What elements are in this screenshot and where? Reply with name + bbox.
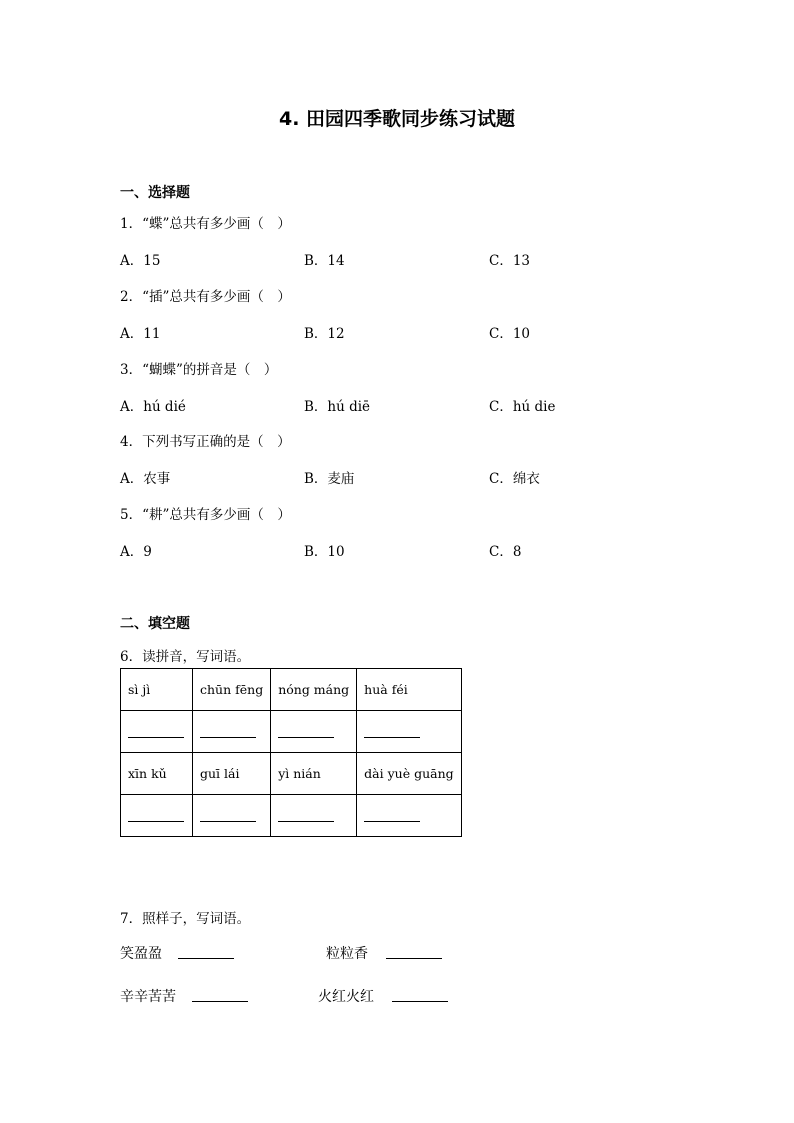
pinyin-cell: guī lái	[193, 753, 271, 795]
answer-cell[interactable]	[357, 795, 461, 837]
answer-cell[interactable]	[121, 711, 193, 753]
q3-option-b[interactable]: B．hú diē	[304, 399, 371, 415]
answer-blank[interactable]	[200, 723, 256, 738]
pinyin-cell: yì nián	[271, 753, 357, 795]
pinyin-cell: chūn fēng	[193, 669, 271, 711]
answer-blank[interactable]	[392, 1001, 448, 1002]
question-1: 1．“蝶”总共有多少画（ ）	[120, 216, 291, 232]
question-3: 3．“蝴蝶”的拼音是（ ）	[120, 362, 278, 378]
example-word-2: 粒粒香	[326, 946, 368, 962]
answer-blank[interactable]	[278, 807, 334, 822]
q1-option-a[interactable]: A．15	[120, 253, 161, 269]
answer-cell[interactable]	[271, 711, 357, 753]
answer-cell[interactable]	[193, 795, 271, 837]
pinyin-cell: sì jì	[121, 669, 193, 711]
question-7: 7．照样子，写词语。	[120, 911, 251, 927]
answer-blank[interactable]	[192, 1001, 248, 1002]
answer-cell[interactable]	[121, 795, 193, 837]
example-word-3: 辛辛苦苦	[120, 989, 176, 1005]
question-5: 5．“耕”总共有多少画（ ）	[120, 507, 291, 523]
example-word-1: 笑盈盈	[120, 946, 162, 962]
q4-option-b[interactable]: B．麦庙	[304, 471, 355, 487]
pinyin-cell: huà féi	[357, 669, 461, 711]
answer-blank[interactable]	[178, 958, 234, 959]
pinyin-cell: dài yuè guāng	[357, 753, 461, 795]
page-title: 4. 田园四季歌同步练习试题	[278, 108, 516, 130]
q4-option-a[interactable]: A．农事	[120, 471, 171, 487]
answer-blank[interactable]	[200, 807, 256, 822]
question-6: 6．读拼音，写词语。	[120, 649, 251, 665]
q2-option-a[interactable]: A．11	[120, 326, 161, 342]
q2-option-b[interactable]: B．12	[304, 326, 345, 342]
q3-option-a[interactable]: A．hú dié	[120, 399, 186, 415]
q5-option-a[interactable]: A．9	[120, 544, 152, 560]
pinyin-cell: nóng máng	[271, 669, 357, 711]
q4-option-c[interactable]: C．绵衣	[489, 471, 540, 487]
example-word-4: 火红火红	[318, 989, 374, 1005]
answer-blank[interactable]	[386, 958, 442, 959]
table-row	[121, 795, 462, 837]
q1-option-c[interactable]: C．13	[489, 253, 531, 269]
section-heading-choice: 一、选择题	[120, 185, 190, 201]
section-heading-fill: 二、填空题	[120, 616, 190, 632]
answer-blank[interactable]	[128, 723, 184, 738]
q2-option-c[interactable]: C．10	[489, 326, 531, 342]
q5-option-c[interactable]: C．8	[489, 544, 522, 560]
table-row	[121, 753, 462, 795]
answer-blank[interactable]	[278, 723, 334, 738]
q5-option-b[interactable]: B．10	[304, 544, 345, 560]
answer-blank[interactable]	[364, 807, 420, 822]
answer-cell[interactable]	[357, 711, 461, 753]
pinyin-cell: xīn kǔ	[121, 753, 193, 795]
q1-option-b[interactable]: B．14	[304, 253, 345, 269]
question-2: 2．“插”总共有多少画（ ）	[120, 289, 291, 305]
pinyin-table	[120, 668, 462, 837]
answer-blank[interactable]	[128, 807, 184, 822]
table-row	[121, 669, 462, 711]
q3-option-c[interactable]: C．hú die	[489, 399, 556, 415]
table-row	[121, 711, 462, 753]
answer-blank[interactable]	[364, 723, 420, 738]
answer-cell[interactable]	[271, 795, 357, 837]
question-4: 4．下列书写正确的是（ ）	[120, 434, 291, 450]
answer-cell[interactable]	[193, 711, 271, 753]
